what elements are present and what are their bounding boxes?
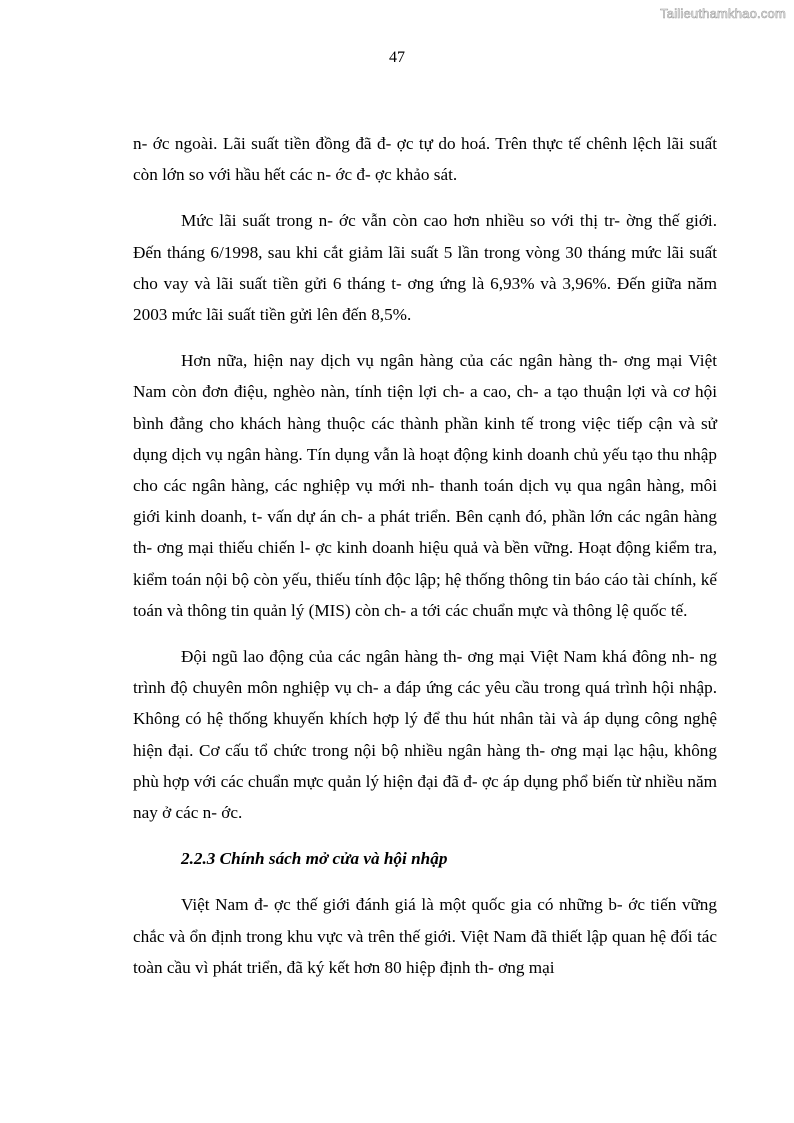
paragraph-interest-rate: Mức lãi suất trong n- ớc vẫn còn cao hơn nhiều so với thị tr- ờng thế giới. Đến tháng 6/1998, sau khi cắt giảm lãi suất 5 lần trong vòng 30 tháng mức lãi suất cho vay và lãi suất tiền gửi 6 tháng t- ơng ứng là 6,93% và 3,96%. Đến giữa năm 2003 mức lãi suất tiền gửi lên đến 8,5%. <box>133 211 717 325</box>
paragraph-workforce: Đội ngũ lao động của các ngân hàng th- ơng mại Việt Nam khá đông nh- ng trình độ chuyên môn nghiệp vụ ch- a đáp ứng các yêu cầu trong quá trình hội nhập. Không có hệ thống khuyến khích hợp lý để thu hút nhân tài và áp dụng công nghệ hiện đại. Cơ cấu tổ chức trong nội bộ nhiều ngân hàng th- ơng mại lạc hậu, không phù hợp với các chuẩn mực quản lý hiện đại đã đ- ợc áp dụng phổ biến từ nhiều năm nay ở các n- ớc. <box>133 647 717 823</box>
watermark: Tailieuthamkhao.com <box>660 6 786 21</box>
paragraph-integration: Việt Nam đ- ợc thế giới đánh giá là một quốc gia có những b- ớc tiến vững chắc và ổn định trong khu vực và trên thế giới. Việt Nam đã thiết lập quan hệ đối tác toàn cầu vì phát triển, đã ký kết hơn 80 hiệp định th- ơng mại <box>133 895 717 977</box>
document-body <box>133 128 717 998</box>
section-heading: 2.2.3 Chính sách mở cửa và hội nhập <box>181 849 448 869</box>
page-number: 47 <box>389 49 405 66</box>
paragraph-continuation: n- ớc ngoài. Lãi suất tiền đồng đã đ- ợc tự do hoá. Trên thực tế chênh lệch lãi suất còn lớn so với hầu hết các n- ớc đ- ợc khảo sát. <box>133 134 717 185</box>
paragraph-banking-services: Hơn nữa, hiện nay dịch vụ ngân hàng của các ngân hàng th- ơng mại Việt Nam còn đơn điệu, nghèo nàn, tính tiện lợi ch- a cao, ch- a tạo thuận lợi và cơ hội bình đẳng cho khách hàng thuộc các thành phần kinh tế trong việc tiếp cận và sử dụng dịch vụ ngân hàng. Tín dụng vẫn là hoạt động kinh doanh chủ yếu tạo thu nhập cho các ngân hàng, các nghiệp vụ mới nh- thanh toán dịch vụ qua ngân hàng, môi giới kinh doanh, t- vấn dự án ch- a phát triển. Bên cạnh đó, phần lớn các ngân hàng th- ơng mại thiếu chiến l- ợc kinh doanh hiệu quả và bền vững. Hoạt động kiểm tra, kiểm toán nội bộ còn yếu, thiếu tính độc lập; hệ thống thông tin báo cáo tài chính, kế toán và thông tin quản lý (MIS) còn ch- a tới các chuẩn mực và thông lệ quốc tế. <box>133 351 717 620</box>
